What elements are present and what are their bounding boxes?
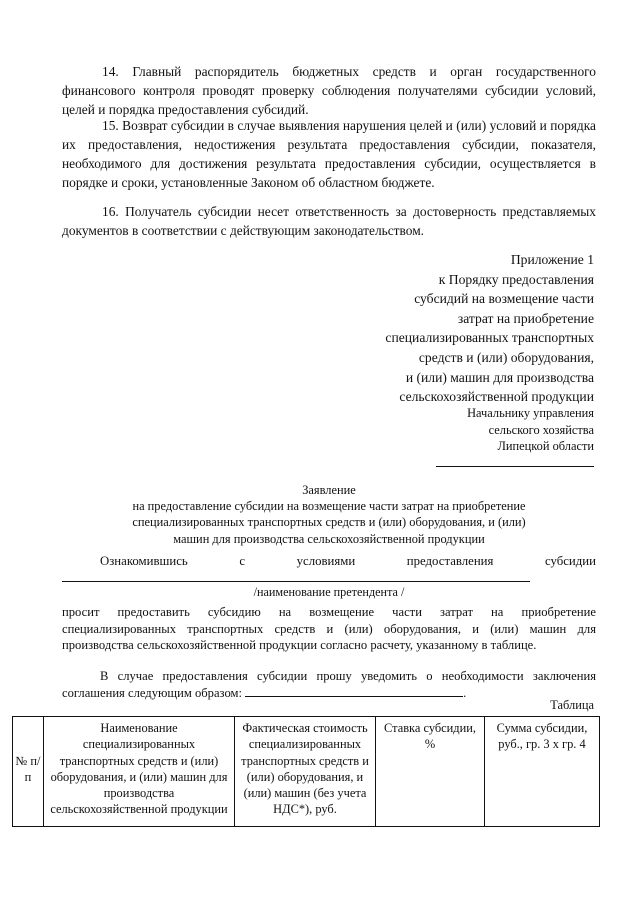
notify-method-blank[interactable]: [245, 686, 463, 697]
appendix-line: и (или) машин для производства: [405, 369, 594, 385]
addressee-name-blank[interactable]: [436, 460, 594, 467]
paragraph-14: 14. Главный распорядитель бюджетных средств и орган государственного финансового контроля проводят проверку соблюдения получателями субсидии условий, целей и порядка предоставления субсидий.: [62, 64, 596, 117]
header-sum: Сумма субсидии, руб., гр. 3 х гр. 4: [485, 717, 600, 827]
notify-end: .: [463, 685, 467, 700]
header-name: Наименование специализированных транспортных средств и (или) оборудования, и (или) машин для производства сельскохозяйственной продукции: [44, 717, 235, 827]
request-line: специализированных транспортных средств и (или) оборудования, и (или) машин для: [62, 621, 596, 636]
familiarize-word: условиями: [296, 554, 356, 568]
request-line: просит предоставить субсидию на возмещение части затрат на приобретение: [62, 605, 596, 619]
addressee-line: Липецкой области: [497, 439, 594, 453]
familiarize-word: субсидии: [544, 554, 596, 568]
paragraph-16: 16. Получатель субсидии несет ответственность за достоверность представляемых документов в соответствии с действующим законодательством.: [62, 204, 596, 238]
header-rate: Ставка субсидии, %: [376, 717, 485, 827]
familiarize-line: [62, 554, 596, 569]
notify-line: В случае предоставления субсидии прошу уведомить о необходимости заключения: [100, 669, 596, 683]
request-text: [62, 604, 596, 654]
familiarize-word: с: [239, 554, 246, 568]
addressee-line: сельского хозяйства: [488, 422, 594, 437]
appendix-line: специализированных транспортных: [385, 330, 594, 346]
familiarize-word: предоставления: [406, 554, 494, 568]
subsidy-table: [12, 716, 600, 827]
application-title: Заявление: [302, 483, 356, 497]
appendix-block: [294, 250, 594, 407]
addressee-line: Начальнику управления: [467, 406, 594, 420]
subtitle-line: машин для производства сельскохозяйственной продукции: [173, 531, 485, 546]
header-num: № п/п: [13, 717, 44, 827]
familiarize-word: Ознакомившись: [100, 554, 188, 568]
appendix-line: затрат на приобретение: [457, 310, 594, 326]
header-cost: Фактическая стоимость специализированных транспортных средств и (или) оборудования, и (или) машин (без учета НДС*), руб.: [235, 717, 376, 827]
claimant-name-blank[interactable]: [62, 581, 530, 582]
appendix-line: средств и (или) оборудования,: [418, 349, 594, 365]
subtitle-line: на предоставление субсидии на возмещение части затрат на приобретение: [132, 499, 526, 513]
request-line: производства сельскохозяйственной продукции согласно расчету, указанному в таблице.: [62, 638, 537, 653]
appendix-line: к Порядку предоставления: [438, 271, 594, 287]
table-header-row: [13, 717, 600, 827]
appendix-line: субсидий на возмещение части: [414, 291, 594, 307]
appendix-line: сельскохозяйственной продукции: [399, 389, 594, 405]
notify-text: [62, 668, 596, 701]
appendix-line: Приложение 1: [510, 252, 594, 267]
table-caption: Таблица: [550, 698, 594, 712]
paragraph-15: 15. Возврат субсидии в случае выявления нарушения целей и (или) условий и порядка их предоставления, недостижения результата предоставления субсидии, показателя, необходимого для достижения результата предоставления субсидии, осуществляется в порядке и сроки, установленные Законом об областном бюджете.: [62, 118, 596, 190]
application-subtitle: [62, 498, 596, 547]
notify-line: соглашения следующим образом:: [62, 685, 242, 700]
addressee-block: [334, 405, 594, 471]
claimant-caption: /наименование претендента /: [253, 585, 405, 599]
subtitle-line: специализированных транспортных средств и (или) оборудования, и (или): [132, 515, 526, 530]
